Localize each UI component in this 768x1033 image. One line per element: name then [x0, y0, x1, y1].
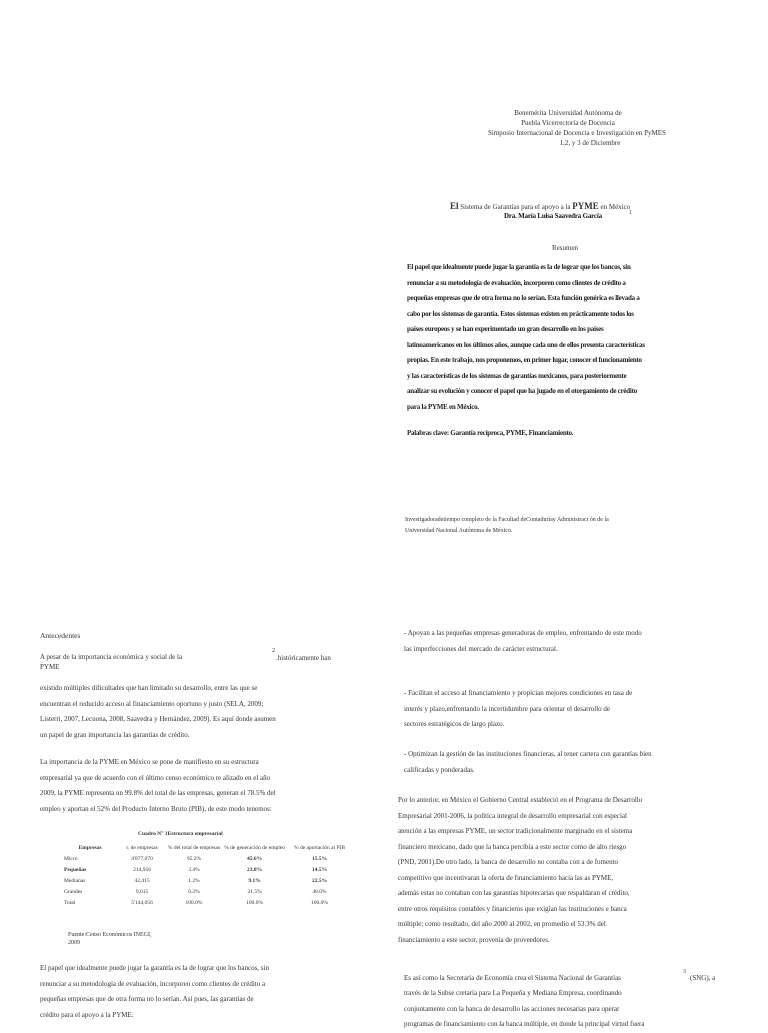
abstract-heading: Resumen	[552, 244, 579, 252]
paragraph-line: pequeñas empresas que de otra forma no lo serían. Así pues, las garantías de	[40, 995, 254, 1003]
author-name: Dra. María Luisa Saavedra García	[504, 212, 602, 220]
author-footnote	[405, 516, 645, 535]
intro-footnote-mark: 2	[272, 648, 275, 654]
paragraph-line: 2009, la PYME representa un 99.8% del total de las empresas, generan el 78.5% del	[40, 789, 276, 797]
paragraph-line: competitivo que incentivaran la oferta de financiamiento hacia las as PYME,	[398, 873, 614, 882]
paragraph-line: La importancia de la PYME en México se pone de manifiesto en su estructura	[40, 758, 259, 766]
paragraph-line: programas de financiamiento con la banca múltiple, en donde la principal virtud fuera	[404, 1020, 645, 1028]
table-cell: 14.5%	[311, 867, 328, 873]
table-header-row	[62, 845, 352, 852]
right-paragraph-2-suffix: (SNG), a	[690, 974, 716, 982]
table-cell: Total	[64, 900, 76, 906]
paragraph-2	[40, 755, 360, 817]
paragraph-line: través de la Subse cretaría para La Pequeña y Mediana Empresa, coordinando	[404, 989, 622, 997]
col-header: r. de empresas	[126, 845, 158, 851]
table-cell: 100.0%	[246, 900, 264, 906]
intro-line	[40, 652, 240, 672]
paragraph-line: empleo y aportan el 52% del Producto Interno Bruto (PIB), de este modo tenemos:	[40, 804, 272, 813]
abstract-line: para la PYME en México.	[407, 402, 479, 411]
paragraph-line: financiero mexicano, dado que la banca percibía a este sector como de alto riesgo	[398, 842, 627, 851]
bullet-line: interés y plazo,enfrentando la incertidumbre para orientar el desarrollo de	[404, 704, 611, 713]
paragraph-line: financiamiento a este sector, provenía de proveedores.	[398, 935, 550, 944]
header-line-2: Puebla Vicerrectoría de Docencia	[521, 119, 615, 127]
paragraph-line: además estas no contaban con las garantías hipotecarias que respaldaran el crédito,	[398, 889, 630, 897]
para2-footnote-mark: 3	[683, 969, 686, 975]
table-cell: 4'877,070	[131, 856, 153, 862]
table-cell: 95.2%	[186, 856, 202, 862]
right-paragraph-2	[404, 986, 734, 1033]
table-cell: 42,415	[134, 878, 150, 884]
table-cell: 9,615	[135, 889, 149, 895]
paragraph-line: Listerri, 2007, Lecuona, 2008, Saavedra y Hernández, 2009). Es aquí donde asumen	[40, 715, 276, 723]
table-cell: 100.0%	[185, 900, 203, 906]
table-row	[62, 852, 352, 863]
table-row	[62, 863, 352, 874]
abstract-line: analizar su evolución y conocer el papel que ha jugado en el otorgamiento de crédito	[407, 387, 637, 395]
header-line-3: Simposio Internacional de Docencia e Investigación en PyMES	[488, 129, 666, 137]
abstract-body	[407, 260, 727, 415]
bullet-line: calificadas y ponderadas.	[404, 765, 475, 774]
header-line-1: Benemérita Universidad Autónoma de	[514, 109, 622, 117]
table-source: Fuente:Censo Económicos INEGI, 2009	[68, 932, 152, 946]
paragraph-line: (PND, 2001).De otro lado, la banca de desarrollo no contaba con a de fomento	[398, 858, 619, 866]
table-cell: Pequeñas	[64, 867, 87, 873]
table-cell: 0.2%	[188, 889, 200, 895]
abstract-line: países europeos y se han experimentado un gran desarrollo en los países	[407, 325, 604, 333]
col-header: % de aportación al PIB	[294, 845, 346, 851]
bullet-line: sectores estratégicos de largo plazo.	[404, 720, 505, 728]
title-prefix: El	[450, 201, 459, 211]
table-cell: 1.2%	[188, 878, 200, 884]
intro-text-b: PYME	[40, 663, 60, 671]
footnote-line-1: Investigadoradetiempo completo de la Facultad deContaduríay Administraci ón de la	[405, 517, 609, 523]
col-header: % del total de empresas	[167, 845, 221, 851]
table-row	[62, 885, 352, 896]
bullet-3	[404, 747, 734, 778]
table-cell: 214,956	[133, 867, 151, 873]
paragraph-3	[40, 961, 360, 1023]
table-cell: 3.4%	[188, 867, 200, 873]
bullet-line: - Optimizan la gestión de las instituciones financieras, al tener cartera con garantías bien	[404, 750, 652, 758]
table-cell: 45.6%	[247, 856, 263, 862]
abstract-line: propias. En este trabajo, nos proponemos, en primer lugar, conocer el funcionamiento	[407, 356, 642, 364]
table-cell: Micro	[64, 856, 78, 862]
table-cell: Grandes	[64, 889, 83, 895]
paragraph-line: entre otros requisitos contables y financieros que exigían las instituciones e banca	[398, 904, 627, 913]
keywords	[407, 426, 573, 442]
right-paragraph-1	[398, 793, 738, 948]
table-cell: Medianas	[64, 878, 86, 884]
table-caption: Cuadro N° 1Estructura empresarial	[138, 831, 223, 837]
bullet-1	[404, 626, 734, 657]
col-header: Empresas	[78, 845, 102, 851]
paragraph-1	[40, 681, 360, 743]
bullet-2	[404, 686, 734, 733]
paragraph-line: crédito para el apoyo a la PYME:	[40, 1010, 134, 1019]
paragraph-line: encuentran el reducido acceso al financiamiento oportuno y justo (SELA, 2009;	[40, 699, 264, 708]
right-paragraph-2-first-line: Es así como la Secretaría de Economía crea el Sistema Nacional de Garantías	[404, 974, 621, 982]
section-heading-antecedentes: Antecedentes	[40, 631, 81, 640]
abstract-line: renunciar a su metodología de evaluación, incorporen como clientes de crédito a	[407, 278, 626, 287]
abstract-line: latinoamericanos en los últimos años, aunque cada uno de ellos presenta características	[407, 340, 645, 349]
abstract-line: y las características de los sistemas de garantías mexicanos, para posteriormente	[407, 371, 627, 380]
table-row	[62, 874, 352, 885]
abstract-line: El papel que idealmente puede jugar la garantía es la de lograr que los bancos, sin	[407, 263, 631, 271]
paragraph-line: un papel de gran importancia las garantías de crédito.	[40, 730, 190, 739]
table-cell: 5'144,056	[131, 900, 153, 906]
table-cell: 22.5%	[311, 878, 328, 884]
col-header: % de generación de empleo	[224, 845, 285, 851]
abstract-line: pequeñas empresas que de otra forma no lo serían. Esta función genérica es llevada a	[407, 294, 640, 302]
paragraph-line: múltiple; como resultado, del año 2000 al 2002, en promedio el 53.3% del	[398, 920, 606, 928]
paragraph-line: Empresarial 2001-2006, la política integral de desarrollo empresarial con especial	[398, 811, 627, 820]
author-footnote-mark: 1	[629, 210, 632, 216]
table-row	[62, 896, 352, 907]
paragraph-line: Por lo anterior, en México el Gobierno Central estableció en el Programa de Desarrollo	[398, 796, 643, 804]
bullet-line: - Facilitan el acceso al financiamiento y propician mejores condiciones en tasa de	[404, 689, 633, 697]
title-text-1: Sistema de Garantías para el apoyo a la	[458, 203, 573, 211]
title-pyme: PYME	[572, 201, 599, 211]
table-cell: 48.0%	[312, 889, 327, 895]
paragraph-line: atención a las empresas PYME, un sector tradicionalmente marginado en el sistema	[398, 827, 633, 835]
paragraph-line: existido múltiples dificultades que han limitado su desarrollo, entre las que se	[40, 684, 258, 692]
table-cell: 15.5%	[311, 856, 328, 862]
bullet-line: las imperfecciones del mercado de carácter estructural.	[404, 644, 558, 653]
table-cell: 9.1%	[248, 878, 261, 884]
intro-text-a: A pesar de la importancia económica y social de la	[40, 653, 183, 661]
table-cell: 23.8%	[247, 867, 263, 873]
paragraph-line: El papel que idealmente puede jugar la garantía es la de lograr que los bancos, sin	[40, 964, 269, 972]
business-structure-table	[62, 845, 352, 907]
paragraph-line: empresarial ya que de acuerdo con el último censo económico re alizado en el año	[40, 773, 271, 782]
keywords-text: Palabras clave: Garantía recíproca, PYME, Financiamiento.	[407, 429, 574, 437]
footnote-line-2: Universidad Nacional Autónoma de México.	[405, 528, 513, 534]
conference-header	[488, 108, 648, 128]
abstract-line: cabo por los sistemas de garantía. Estos sistemas existen en prácticamente todos los	[407, 309, 634, 318]
paragraph-line: conjuntamente con la banca de desarrollo las acciones necesarias para operar	[404, 1004, 620, 1013]
table-cell: 21.5%	[247, 889, 262, 895]
intro-text-c: .históricamente han	[276, 654, 331, 662]
title-text-2: en México	[598, 203, 631, 211]
header-line-4: 1,2, y 3 de Diciembre	[559, 139, 621, 147]
paragraph-line: renunciar a su metodología de evaluación, incorporen como clientes de crédito a	[40, 979, 266, 988]
bullet-line: - Apoyan a las pequeñas empresas generadoras de empleo, enfrentando de este modo	[404, 629, 642, 637]
table-cell: 100.0%	[311, 900, 329, 906]
paper-title	[450, 201, 630, 212]
